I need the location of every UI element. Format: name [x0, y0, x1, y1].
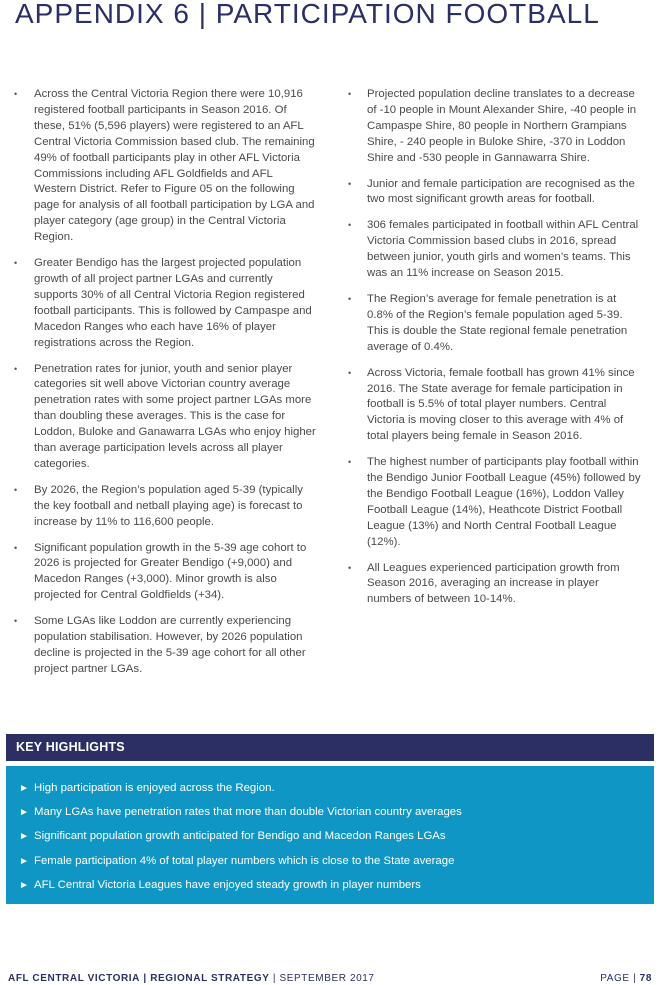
bullet-icon: •: [348, 178, 352, 189]
list-item-text: Projected population decline translates to a decrease of -10 people in Mount Alexander Shire, -40 people in Campaspe Shire, 80 people in Northern Grampians Shire, - 240 people in Buloke Shire, -370 in Loddon Shire and -530 people in Gannawarra Shire.: [367, 88, 637, 164]
highlight-text: Significant population growth anticipated for Bendigo and Macedon Ranges LGAs: [34, 830, 446, 843]
list-item-text: The highest number of participants play football within the Bendigo Junior Football League (45%) followed by the Bendigo Football League (16%), Loddon Valley Football League (14%), Heathcote District Football League (13%) and North Central Football League (12%).: [367, 456, 641, 548]
arrow-right-icon: ►: [19, 831, 29, 843]
highlight-item: [19, 878, 462, 902]
highlight-item: [19, 829, 462, 853]
list-item: [348, 366, 642, 446]
highlight-item: [19, 781, 462, 805]
list-item: [14, 541, 316, 605]
footer-page: [600, 973, 652, 984]
bullet-icon: •: [14, 484, 18, 495]
list-item: [348, 561, 642, 609]
list-item-text: Junior and female participation are recognised as the two most significant growth areas for football.: [367, 177, 635, 206]
arrow-right-icon: ►: [19, 783, 29, 794]
footer-page-label: PAGE: [600, 973, 630, 984]
footer-org: AFL CENTRAL VICTORIA: [8, 973, 141, 984]
list-item: [348, 177, 642, 209]
footer-date: SEPTEMBER 2017: [279, 973, 375, 984]
bullet-icon: •: [14, 616, 18, 627]
list-item: [348, 292, 642, 356]
bullet-icon: •: [348, 220, 352, 231]
list-item-text: The Region’s average for female penetration is at 0.8% of the Region’s female population aged 5-39. This is double the State regional female penetration average of 0.4%.: [367, 292, 628, 353]
bullet-icon: •: [14, 258, 18, 269]
bullet-icon: •: [14, 363, 18, 374]
highlight-text: Many LGAs have penetration rates that more than double Victorian country averages: [34, 806, 462, 819]
key-highlights-box: [6, 766, 654, 904]
list-item: [14, 362, 316, 473]
list-item: [14, 87, 316, 246]
list-item-text: Penetration rates for junior, youth and senior player categories sit well above Victorian country average penetration rates with some project partner LGAs more than doubling these averages. This is the case for Loddon, Buloke and Ganawarra LGAs who enjoy higher than average participation levels across all player categories.: [34, 362, 316, 470]
bullet-icon: •: [14, 542, 18, 553]
list-item-text: By 2026, the Region’s population aged 5-39 (typically the key football and netball playing age) is forecast to increase by 11% to 116,600 people.: [34, 483, 303, 528]
list-item: [14, 483, 316, 531]
arrow-right-icon: ►: [19, 807, 29, 819]
list-item-text: 306 females participated in football within AFL Central Victoria Commission based clubs in 2016, spread between junior, youth girls and women’s teams. This was an 11% increase on Season 2015.: [367, 219, 639, 280]
key-highlights-heading: KEY HIGHLIGHTS: [16, 740, 125, 754]
list-item-text: All Leagues experienced participation growth from Season 2016, averaging an increase in player numbers of between 10-14%.: [367, 561, 620, 606]
highlight-item: [19, 854, 462, 878]
highlight-text: AFL Central Victoria Leagues have enjoyed steady growth in player numbers: [34, 878, 421, 891]
footer-separator: |: [633, 973, 637, 984]
footer-document-label: [8, 973, 375, 984]
list-item-text: Significant population growth in the 5-39 age cohort to 2026 is projected for Greater Bendigo (+9,000) and Macedon Ranges (+3,000). Minor growth is also projected for Central Goldfields (+34).: [34, 541, 307, 602]
highlight-text: High participation is enjoyed across the Region.: [34, 782, 275, 794]
highlight-item: [19, 805, 462, 829]
left-column: [14, 87, 316, 688]
list-item-text: Some LGAs like Loddon are currently experiencing population stabilisation. However, by 2026 population decline is projected in the 5-39 age cohort for all other project partner LGAs.: [34, 615, 306, 675]
arrow-right-icon: ►: [19, 879, 29, 891]
list-item: [348, 218, 642, 282]
key-highlights-header: [6, 734, 654, 761]
footer-separator: |: [143, 973, 147, 984]
page-footer: [8, 973, 652, 985]
list-item: [348, 87, 642, 167]
list-item-text: Greater Bendigo has the largest projected population growth of all project partner LGAs and currently supports 30% of all Central Victoria Region registered football participants. This is followed by Campaspe and Macedon Ranges who each have 16% of player registrations across the Region.: [34, 257, 312, 349]
left-bullet-list: [14, 87, 316, 678]
list-item: [14, 614, 316, 678]
list-item: [348, 455, 642, 550]
footer-doc: REGIONAL STRATEGY: [150, 973, 270, 984]
bullet-icon: •: [14, 89, 18, 99]
footer-separator: |: [272, 973, 277, 984]
page-number: 78: [639, 973, 652, 984]
page-title: APPENDIX 6 | PARTICIPATION FOOTBALL: [15, 0, 600, 29]
right-column: [348, 87, 642, 618]
bullet-icon: •: [348, 367, 352, 378]
list-item: [14, 256, 316, 351]
bullet-icon: •: [348, 457, 352, 468]
arrow-right-icon: ►: [19, 855, 29, 867]
key-highlights-list: [19, 781, 462, 902]
bullet-icon: •: [348, 562, 352, 573]
highlight-text: Female participation 4% of total player numbers which is close to the State average: [34, 854, 455, 867]
list-item-text: Across the Central Victoria Region there were 10,916 registered football participants in Season 2016. Of these, 51% (5,596 players) were registered to an AFL Central Victoria Commission based club. The remaining 49% of football participants play in other AFL Victoria Commissions including AFL Goldfields and AFL Western District. Refer to Figure 05 on the following page for analysis of all football participation by LGA and player category (age group) in the Central Victoria Region.: [34, 88, 315, 244]
bullet-icon: •: [348, 293, 352, 304]
list-item-text: Across Victoria, female football has grown 41% since 2016. The State average for female participation in football is 5.5% of total player numbers. Central Victoria is moving closer to this average with 4% of total players being female in Season 2016.: [367, 366, 635, 443]
right-bullet-list: [348, 87, 642, 608]
bullet-icon: •: [348, 89, 352, 99]
